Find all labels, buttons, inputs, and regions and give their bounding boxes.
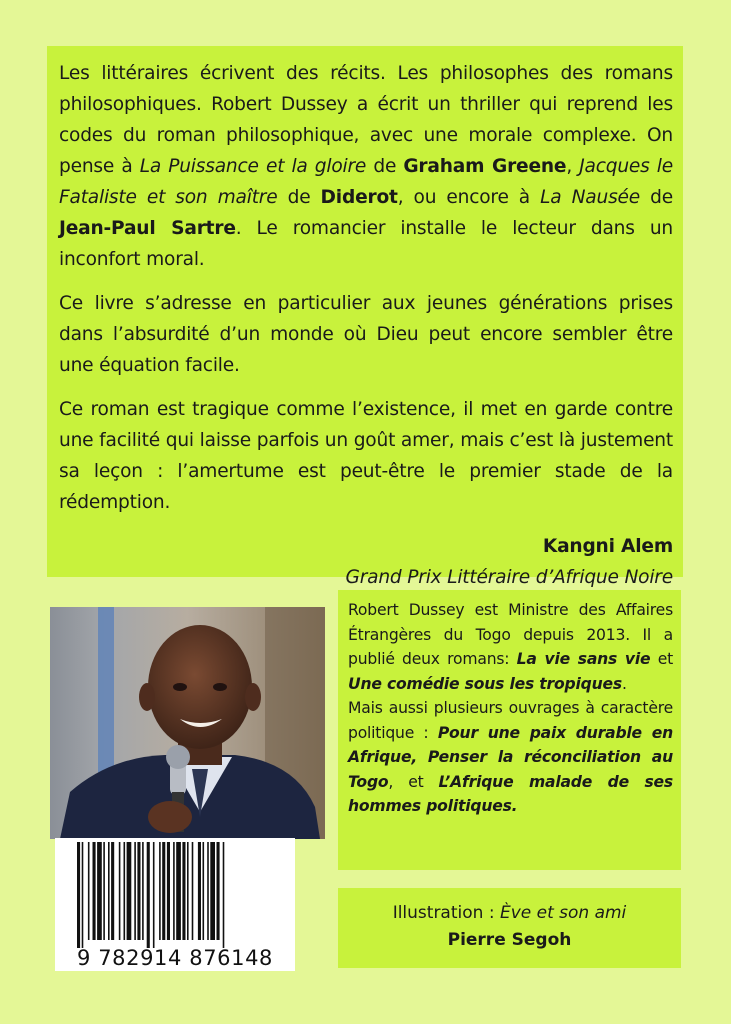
book-title: La Puissance et la gloire	[139, 156, 367, 177]
barcode-bar	[103, 842, 105, 940]
book-title: Une comédie sous les tropiques	[348, 674, 622, 693]
barcode-bars	[59, 842, 291, 948]
author-name: Diderot	[320, 187, 398, 208]
bio-paragraph-2	[348, 696, 673, 819]
barcode-bar	[153, 842, 155, 948]
barcode-bar	[137, 842, 140, 940]
illustration-label: Illustration :	[392, 903, 500, 923]
text: de	[640, 187, 673, 208]
barcode-bar	[82, 842, 84, 948]
text: . Le romancier installe le lecteur dans un inconfort moral.	[59, 218, 674, 270]
barcode-bar	[198, 842, 201, 940]
text: de	[277, 187, 321, 208]
author-name: Graham Greene	[403, 156, 567, 177]
barcode-bar	[223, 842, 225, 948]
text: ,	[566, 156, 580, 177]
author-photo	[50, 607, 325, 839]
barcode-bar	[217, 842, 220, 940]
barcode-bar	[210, 842, 215, 940]
barcode-bar	[93, 842, 96, 940]
text: Robert Dussey est Ministre des Affaires Étrangères du Togo depuis 2013. Il a publié deux romans:	[348, 601, 673, 668]
text: .	[622, 674, 627, 693]
barcode-bar	[119, 842, 121, 940]
isbn-barcode	[55, 838, 295, 971]
barcode-bar	[111, 842, 114, 940]
barcode-bar	[88, 842, 90, 940]
barcode-bar	[207, 842, 209, 940]
book-title: L’Afrique malade de ses hommes politiques.	[348, 772, 673, 815]
signature	[59, 531, 673, 593]
isbn-digits: 9 782914 876148	[76, 946, 274, 970]
barcode-bar	[187, 842, 189, 940]
barcode-bar	[182, 842, 185, 940]
barcode-bar	[192, 842, 194, 940]
text: Mais aussi plusieurs ouvrages à caractère politique :	[348, 699, 673, 742]
author-name: Jean-Paul Sartre	[59, 218, 236, 239]
author-portrait-image	[50, 607, 325, 839]
text: , et	[388, 772, 439, 791]
illustration-work: Ève et son ami	[499, 903, 627, 923]
book-title: Jacques le Fataliste et son maître	[59, 156, 674, 208]
barcode-bar	[77, 842, 80, 948]
review-panel	[47, 46, 683, 588]
signature-title: Grand Prix Littéraire d’Afrique Noire	[345, 567, 673, 588]
text: et	[650, 650, 673, 668]
text: Les littéraires écrivent des récits. Les philosophes des romans philosophiques. Robert Dussey a écrit un thriller qui reprend les codes du roman philosophique, avec une morale complexe. On pense à	[59, 63, 673, 177]
illustrator-name: Pierre Segoh	[447, 930, 572, 950]
barcode-bar	[108, 842, 110, 940]
barcode-bar	[142, 842, 144, 940]
barcode-bar	[176, 842, 181, 940]
barcode-bar	[147, 842, 150, 948]
barcode-bar	[124, 842, 126, 940]
author-bio-panel	[338, 590, 681, 870]
book-title: La vie sans vie	[516, 650, 651, 668]
barcode-bar	[127, 842, 132, 940]
signature-name: Kangni Alem	[542, 536, 673, 557]
text: de	[366, 156, 404, 177]
illustration-credit-panel	[338, 888, 681, 968]
bio-paragraph-1	[348, 598, 673, 696]
book-title: La Nausée	[540, 187, 641, 208]
book-title: Pour une paix durable en Afrique, Penser la réconciliation au Togo	[348, 723, 673, 791]
barcode-bar	[203, 842, 205, 940]
review-paragraph-3: Ce roman est tragique comme l’existence, il met en garde contre une facilité qui laisse parfois un goût amer, mais c’est là justement sa leçon : l’amertume est peut-être le premier stade de la rédemption.	[59, 399, 673, 513]
review-paragraph-1	[59, 58, 673, 275]
barcode-bar	[159, 842, 161, 940]
text: , ou encore à	[397, 187, 541, 208]
barcode-bar	[167, 842, 170, 940]
barcode-bar	[173, 842, 175, 940]
review-paragraph-2: Ce livre s’adresse en particulier aux jeunes générations prises dans l’absurdité d’un monde où Dieu peut encore sembler être une équation facile.	[59, 293, 673, 376]
barcode-bar	[134, 842, 136, 940]
barcode-bar	[97, 842, 102, 940]
barcode-bar	[162, 842, 165, 940]
